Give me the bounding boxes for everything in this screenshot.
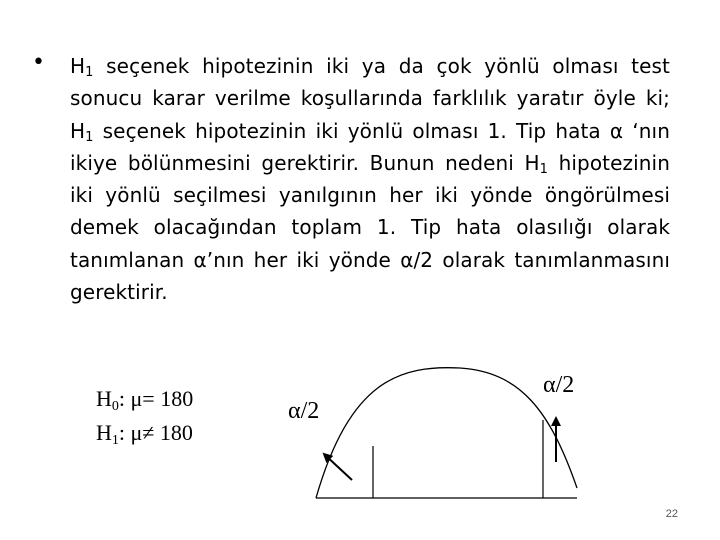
para-sub-2: 1 <box>85 129 94 145</box>
para-text-4: hipotezinin iki yönlü seçilmesi yanılgının her iki yönde öngörülmesi demek olacağından toplam 1. Tip hata olasılığı olarak tanımlanan α’nın her iki yönde α/2 olarak tanımlanmasını gerektirir. <box>70 150 670 305</box>
para-sub-1: 1 <box>85 65 94 80</box>
h1-letter: H <box>96 420 112 445</box>
normal-curve <box>316 368 577 498</box>
bullet-point: • <box>32 50 45 75</box>
h0-statement: : μ= 180 <box>118 386 194 411</box>
h0-letter: H <box>96 386 112 411</box>
h0-subscript: 0 <box>111 399 119 414</box>
para-text-1: H <box>70 54 86 78</box>
h1-statement: : μ≠ 180 <box>118 420 193 445</box>
right-alpha-half-label: α/2 <box>543 372 575 398</box>
left-alpha-half-label: α/2 <box>288 398 320 424</box>
para-text-3: seçenek hipotezinin iki yönlü olması 1. Tip hata α ‘nın ikiye bölünmesini gerektirir. Bunun nedeni H <box>70 118 670 175</box>
page-number: 22 <box>665 508 678 520</box>
left-tail-arrow <box>324 454 352 480</box>
para-text-2: seçenek hipotezinin iki ya da çok yönlü olması test sonucu karar verilme koşullarında farklılık yaratır öyle ki; H <box>70 54 670 143</box>
para-sub-3: 1 <box>539 161 549 177</box>
h1-subscript: 1 <box>111 433 119 448</box>
